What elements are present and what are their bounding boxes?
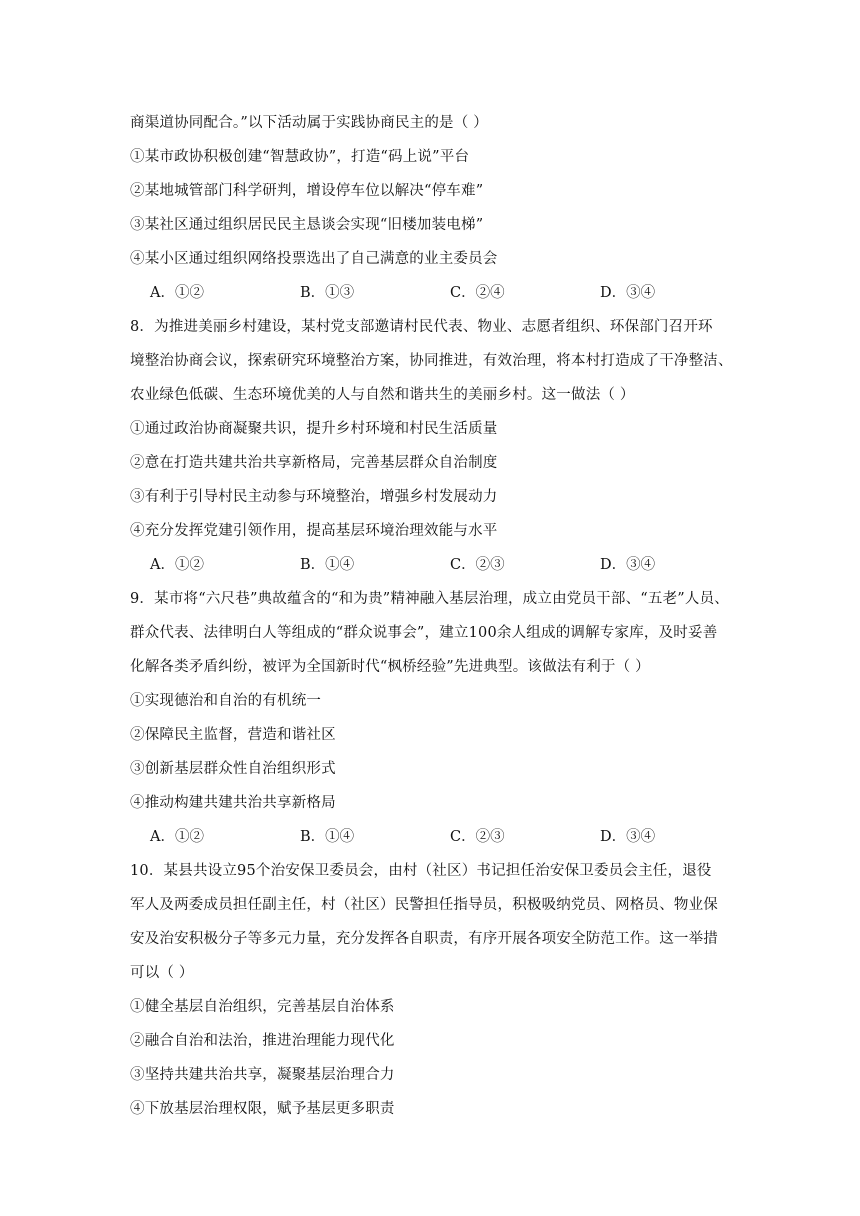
statement-item: ④推动构建共建共治共享新格局	[130, 795, 336, 811]
statement-item: ③创新基层群众性自治组织形式	[130, 761, 336, 777]
question-stem-line: 8．为推进美丽乡村建设，某村党支部邀请村民代表、物业、志愿者组织、环保部门召开环	[130, 319, 713, 335]
answer-option[interactable]: B．①④	[300, 829, 355, 845]
statement-item: ①通过政治协商凝聚共识，提升乡村环境和村民生活质量	[130, 421, 498, 437]
statement-item: ③某社区通过组织居民民主恳谈会实现“旧楼加装电梯”	[130, 217, 484, 233]
statement-item: ④充分发挥党建引领作用，提高基层环境治理效能与水平	[130, 523, 498, 539]
answer-option[interactable]: A．①②	[150, 285, 204, 301]
answer-options-row	[130, 548, 740, 582]
question-stem-line: 安及治安积极分子等多元力量，充分发挥各自职责，有序开展各项安全防范工作。这一举措	[130, 931, 718, 947]
answer-option[interactable]: C．②③	[450, 557, 505, 573]
question-stem-line: 10．某县共设立95个治安保卫委员会，由村（社区）书记担任治安保卫委员会主任，退役	[130, 863, 712, 879]
answer-options-row	[130, 820, 740, 854]
answer-option[interactable]: A．①②	[150, 557, 204, 573]
question-stem-line: 9．某市将“六尺巷”典故蕴含的“和为贵”精神融入基层治理，成立由党员干部、“五老”人员、	[130, 591, 729, 607]
question-block	[130, 854, 740, 1126]
question-block	[130, 106, 740, 310]
statement-item: ④下放基层治理权限，赋予基层更多职责	[130, 1101, 395, 1117]
answer-options-row	[130, 276, 740, 310]
answer-option[interactable]: B．①④	[300, 557, 355, 573]
statement-item: ②融合自治和法治，推进治理能力现代化	[130, 1033, 395, 1049]
statement-item: ③坚持共建共治共享，凝聚基层治理合力	[130, 1067, 395, 1083]
question-block	[130, 582, 740, 854]
question-block	[130, 310, 740, 582]
answer-option[interactable]: C．②④	[450, 285, 505, 301]
statement-item: ①某市政协积极创建“智慧政协”，打造“码上说”平台	[130, 149, 470, 165]
question-stem-line: 军人及两委成员担任副主任，村（社区）民警担任指导员，积极吸纳党员、网格员、物业保	[130, 897, 718, 913]
answer-option[interactable]: D．③④	[600, 285, 656, 301]
answer-option[interactable]: B．①③	[300, 285, 355, 301]
answer-option[interactable]: D．③④	[600, 829, 656, 845]
answer-option[interactable]: A．①②	[150, 829, 204, 845]
answer-option[interactable]: C．②③	[450, 829, 505, 845]
question-stem-line: 商渠道协同配合。”以下活动属于实践协商民主的是（ ）	[130, 115, 488, 131]
question-stem-line: 化解各类矛盾纠纷，被评为全国新时代“枫桥经验”先进典型。该做法有利于（ ）	[130, 659, 650, 675]
statement-item: ①实现德治和自治的有机统一	[130, 693, 322, 709]
question-stem-line: 群众代表、法律明白人等组成的“群众说事会”，建立100余人组成的调解专家库，及时妥善	[130, 625, 718, 641]
question-stem-line: 农业绿色低碳、生态环境优美的人与自然和谐共生的美丽乡村。这一做法（ ）	[130, 387, 635, 403]
statement-item: ②某地城管部门科学研判，增设停车位以解决“停车难”	[130, 183, 484, 199]
question-list	[130, 106, 740, 1126]
statement-item: ①健全基层自治组织，完善基层自治体系	[130, 999, 395, 1015]
statement-item: ②意在打造共建共治共享新格局，完善基层群众自治制度	[130, 455, 498, 471]
statement-item: ②保障民主监督，营造和谐社区	[130, 727, 336, 743]
question-stem-line: 可以（ ）	[130, 965, 194, 981]
statement-item: ④某小区通过组织网络投票选出了自己满意的业主委员会	[130, 251, 498, 267]
answer-option[interactable]: D．③④	[600, 557, 656, 573]
question-stem-line: 境整治协商会议，探索研究环境整治方案，协同推进，有效治理，将本村打造成了干净整洁、	[130, 353, 733, 369]
statement-item: ③有利于引导村民主动参与环境整治，增强乡村发展动力	[130, 489, 498, 505]
